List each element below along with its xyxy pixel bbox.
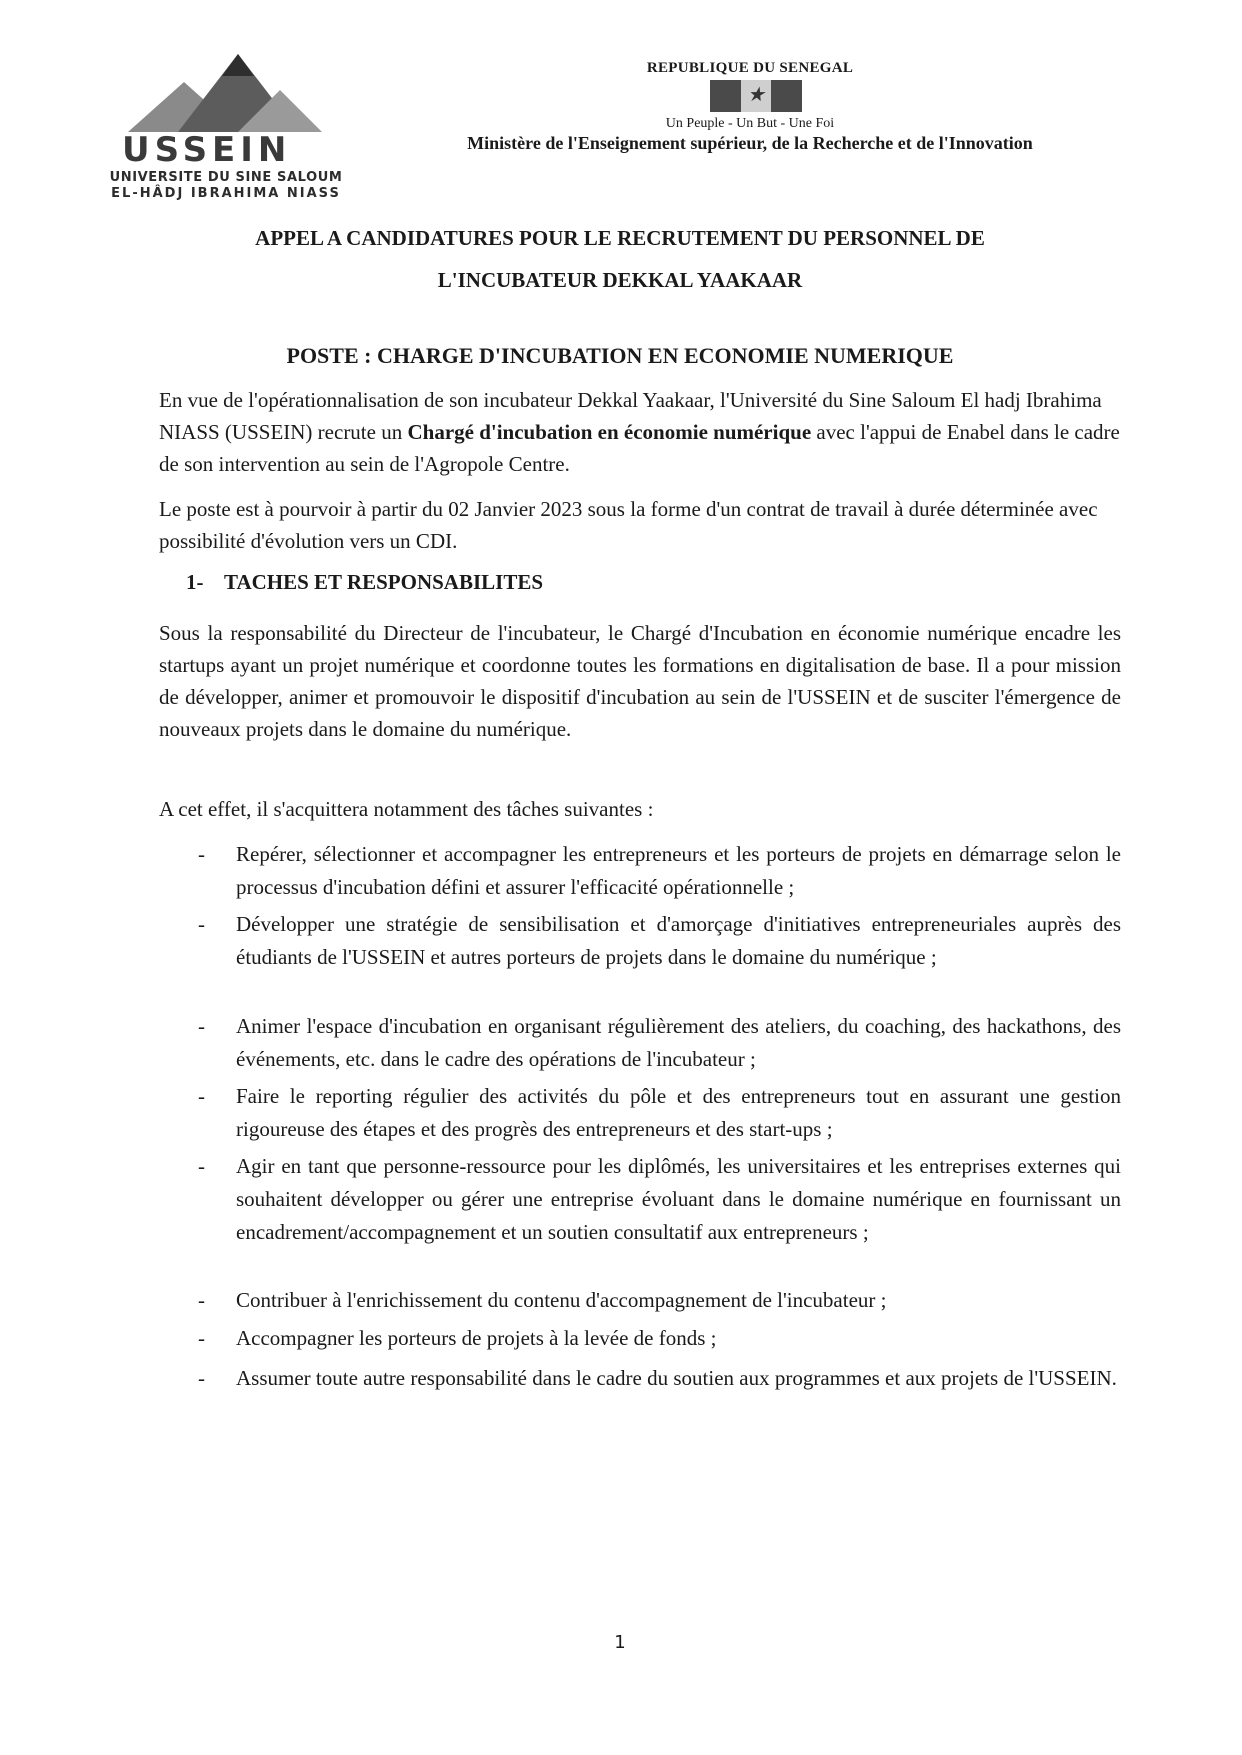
senegal-flag-icon [710, 80, 802, 112]
national-motto: Un Peuple - Un But - Une Foi [665, 116, 835, 131]
position-heading: POSTE : CHARGE D'INCUBATION EN ECONOMIE NUMERIQUE [286, 343, 954, 368]
bullet-dash: - [198, 1288, 205, 1312]
list-item [186, 1150, 1121, 1249]
bullet-dash: - [198, 1014, 205, 1038]
tasks-intro: A cet effet, il s'acquittera notamment des tâches suivantes : [159, 797, 654, 821]
bullet-dash: - [198, 912, 205, 936]
task-text: Faire le reporting régulier des activités du pôle et des entrepreneurs tout en assurant une gestion rigoureuse des étapes et des progrès des entrepreneurs et des start-ups ; [236, 1084, 1121, 1141]
task-text: Accompagner les porteurs de projets à la levée de fonds ; [236, 1326, 717, 1350]
bullet-dash: - [198, 1084, 205, 1108]
task-text: Agir en tant que personne-ressource pour les diplômés, les universitaires et les entreprises externes qui souhaitent développer ou gérer une entreprise évoluant dans le domaine numérique en fournissant un encadrement/accompagnement et un soutien consultatif aux entrepreneurs ; [236, 1154, 1121, 1244]
task-text: Assumer toute autre responsabilité dans le cadre du soutien aux programmes et aux projets de l'USSEIN. [236, 1366, 1117, 1390]
logo-university-line: UNIVERSITE DU SINE SALOUM [109, 170, 343, 185]
bullet-dash: - [198, 1326, 205, 1350]
ministry-heading: Ministère de l'Enseignement supérieur, de la Recherche et de l'Innovation [467, 133, 1033, 153]
logo-name: USSEIN [122, 130, 292, 170]
list-item [186, 1080, 1121, 1146]
ussein-logo [106, 52, 346, 202]
star-icon: ★ [747, 84, 765, 106]
list-item [186, 1010, 1121, 1076]
intro-position-name: Chargé d'incubation en économie numérique [407, 420, 812, 444]
bullet-dash: - [198, 1366, 205, 1390]
list-item [186, 1322, 1121, 1355]
section-heading [186, 570, 543, 595]
list-item [186, 1284, 1121, 1317]
responsibility-paragraph: Sous la responsabilité du Directeur de l'incubateur, le Chargé d'Incubation en économie numérique encadre les startups ayant un projet numérique et coordonne toutes les formations en digitalisation de base. Il a pour mission de développer, animer et promouvoir le dispositif d'incubation au sein de l'USSEIN et de susciter l'émergence de nouveaux projets dans le domaine du numérique. [159, 621, 1121, 741]
list-item [186, 908, 1121, 974]
section-number: 1- [186, 570, 204, 594]
task-text: Contribuer à l'enrichissement du contenu d'accompagnement de l'incubateur ; [236, 1288, 887, 1312]
list-item [186, 838, 1121, 904]
mountains-icon [128, 52, 328, 132]
republic-heading: REPUBLIQUE DU SENEGAL [646, 60, 854, 76]
section-title: TACHES ET RESPONSABILITES [224, 570, 544, 594]
start-date-paragraph: Le poste est à pourvoir à partir du 02 Janvier 2023 sous la forme d'un contrat de travail à durée déterminée avec possibilité d'évolution vers un CDI. [159, 497, 1098, 553]
task-text: Développer une stratégie de sensibilisation et d'amorçage d'initiatives entrepreneuriales auprès des étudiants de l'USSEIN et autres porteurs de projets dans le domaine du numérique ; [236, 912, 1121, 969]
task-text: Animer l'espace d'incubation en organisant régulièrement des ateliers, du coaching, des hackathons, des événements, etc. dans le cadre des opérations de l'incubateur ; [236, 1014, 1121, 1071]
bullet-dash: - [198, 842, 205, 866]
document-title-line1: APPEL A CANDIDATURES POUR LE RECRUTEMENT DU PERSONNEL DE [255, 226, 985, 250]
document-title-line2: L'INCUBATEUR DEKKAL YAAKAAR [437, 268, 803, 292]
intro-text-before: En vue de l'opérationnalisation de son incubateur Dekkal Yaakaar, l'Université du Sine Saloum El hadj Ibrahima NIASS (USSEIN) recrute un [159, 388, 1102, 444]
task-text: Repérer, sélectionner et accompagner les entrepreneurs et les porteurs de projets en démarrage selon le processus d'incubation défini et assurer l'efficacité opérationnelle ; [236, 842, 1121, 899]
bullet-dash: - [198, 1154, 205, 1178]
intro-text-after: avec l'appui de Enabel dans le cadre de son intervention au sein de l'Agropole Centre. [159, 420, 1120, 476]
list-item [186, 1362, 1121, 1395]
page-number: 1 [614, 1632, 626, 1653]
intro-paragraph [159, 384, 1121, 480]
logo-namesake-line: EL-HÂDJ IBRAHIMA NIASS [111, 186, 341, 201]
